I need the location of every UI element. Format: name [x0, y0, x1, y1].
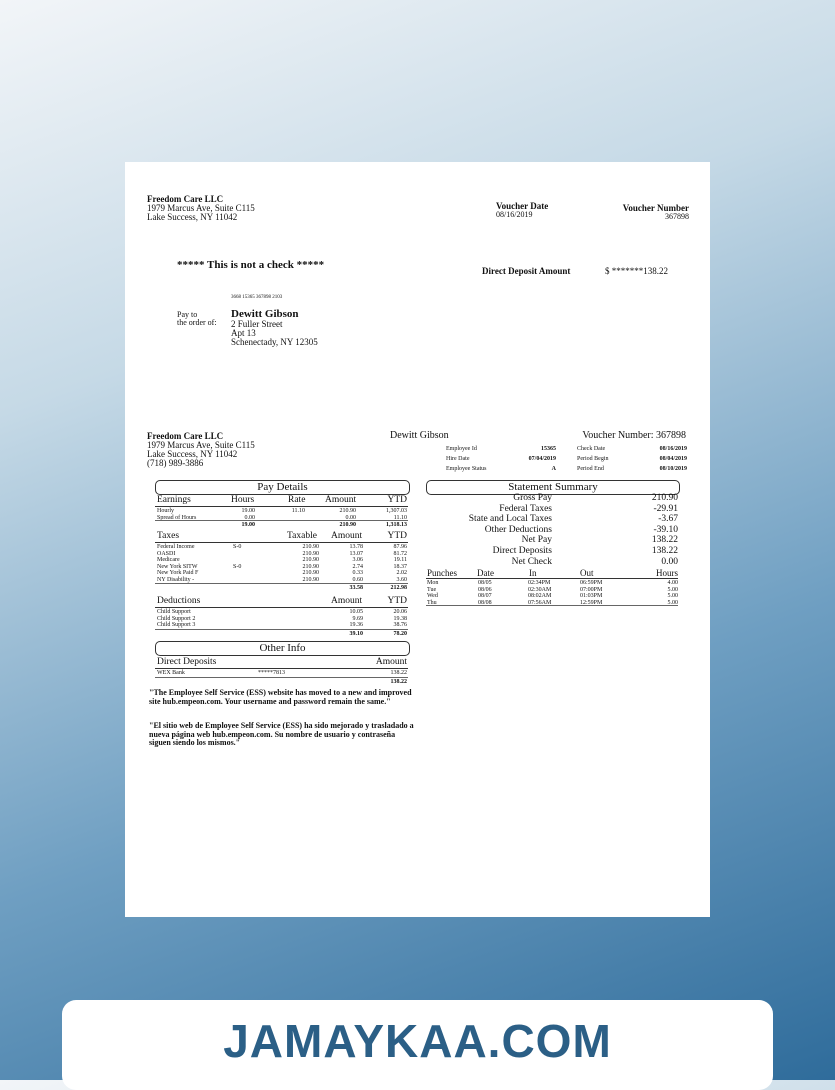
punch-hours: 4.00 5.00 5.00 5.00 — [667, 580, 678, 606]
punch-dates: 08/05 08/06 08/07 08/08 — [478, 580, 492, 606]
taxes-total-ytd: 212.98 — [390, 585, 407, 591]
deductions-header: Deductions — [157, 596, 201, 606]
info-value: 08/16/2019 — [659, 446, 687, 452]
voucher-number: 367898 — [665, 212, 689, 221]
stub-company-name: Freedom Care LLC — [147, 431, 224, 441]
pay-to-label — [177, 311, 217, 327]
info-value: A — [551, 466, 556, 472]
amount-header: Amount — [325, 495, 357, 505]
deductions-ytd: 20.06 19.38 38.76 — [393, 609, 407, 628]
earnings-total-ytd: 1,318.13 — [386, 522, 407, 528]
deductions-names: Child Support Child Support 2 Child Support 3 — [157, 609, 196, 628]
stub-company-address2: Lake Success, NY 11042 — [147, 449, 238, 459]
stub-company-block — [147, 432, 255, 468]
voucher-date-label: Voucher Date — [496, 201, 549, 211]
stub-company-phone: (718) 989-3886 — [147, 458, 204, 468]
divider — [155, 520, 408, 521]
info-label: Hire Date — [446, 456, 470, 462]
taxes-ytd: 87.96 81.72 19.11 18.37 2.02 3.60 — [393, 544, 407, 583]
earnings-total-hours: 19.00 — [241, 522, 255, 528]
deductions-total-ytd: 78.20 — [393, 631, 407, 637]
rate-header: Rate — [288, 495, 306, 505]
earnings-amount: 210.90 0.00 — [339, 508, 356, 521]
punches-header: Punches — [427, 568, 457, 578]
punch-hours-header: Hours — [656, 568, 678, 578]
direct-deposit-label: Direct Deposit Amount — [482, 266, 571, 276]
info-row — [577, 464, 687, 474]
taxable-header: Taxable — [287, 531, 317, 541]
stub-company-address1: 1979 Marcus Ave, Suite C115 — [147, 440, 255, 450]
punch-days: Mon Tue Wed Thu — [427, 580, 439, 606]
summary-values: 210.90 -29.91 -3.67 -39.10 138.22 138.22 0.00 — [651, 493, 678, 567]
info-row — [446, 444, 556, 454]
punch-in-header: In — [529, 568, 537, 578]
divider — [155, 583, 408, 584]
info-label: Check Date — [577, 446, 606, 452]
banner-text: JAMAYKAA.COM — [223, 1015, 612, 1067]
divider — [155, 629, 408, 630]
deductions-amount-header: Amount — [331, 596, 363, 606]
watermark-banner — [62, 1000, 773, 1090]
ytd-header: YTD — [387, 495, 407, 505]
voucher-date-block — [496, 202, 548, 219]
direct-deposits-header: Direct Deposits — [157, 657, 217, 667]
taxes-header: Taxes — [157, 531, 180, 541]
taxes-amount: 13.78 13.07 3.06 2.74 0.33 0.60 — [349, 544, 363, 583]
employee-info-left — [446, 444, 556, 474]
deductions-ytd-header: YTD — [387, 596, 407, 606]
payee-name: Dewitt Gibson — [231, 308, 299, 320]
employee-info-right — [577, 444, 687, 474]
divider — [426, 578, 678, 579]
voucher-number-block — [605, 204, 689, 221]
info-row — [446, 464, 556, 474]
bank-account: *****7813 — [258, 670, 285, 676]
divider — [155, 668, 408, 669]
punch-out-header: Out — [580, 568, 594, 578]
payee-address1: 2 Fuller Street — [231, 319, 283, 329]
info-label: Period Begin — [577, 456, 609, 462]
earnings-names: Hourly Spread of Hours — [157, 508, 197, 521]
company-name: Freedom Care LLC — [147, 194, 224, 204]
ess-note-english: "The Employee Self Service (ESS) website has moved to a new and improved site hub.empeon.com. Your username and password remain the same." — [149, 688, 412, 706]
info-label: Employee Status — [446, 466, 487, 472]
divider — [155, 677, 408, 678]
taxes-status: S-0 S-0 — [233, 544, 242, 570]
info-label: Employee Id — [446, 446, 477, 452]
divider — [155, 607, 408, 608]
punch-date-header: Date — [477, 568, 494, 578]
company-address2: Lake Success, NY 11042 — [147, 212, 238, 222]
deposit-amount: 138.22 — [390, 670, 407, 676]
info-row — [577, 454, 687, 464]
taxes-amount-header: Amount — [331, 531, 363, 541]
payee-block — [231, 308, 318, 347]
voucher-date: 08/16/2019 — [496, 210, 533, 219]
stub-voucher-number: Voucher Number: 367898 — [582, 430, 686, 441]
summary-labels: Gross Pay Federal Taxes State and Local Taxes Other Deductions Net Pay Direct Deposits Net Check — [468, 493, 552, 567]
divider — [426, 605, 678, 606]
info-label: Period End — [577, 466, 604, 472]
info-value: 15365 — [541, 446, 556, 452]
deductions-total-amount: 39.10 — [349, 631, 363, 637]
other-info-title: Other Info — [155, 641, 410, 656]
deposit-total: 138.22 — [390, 679, 407, 685]
taxes-total-amount: 33.58 — [349, 585, 363, 591]
bank-name: WEX Bank — [157, 670, 185, 676]
divider — [155, 506, 408, 507]
info-value: 08/10/2019 — [659, 466, 687, 472]
pay-to-label-line1: Pay to — [177, 310, 198, 319]
info-row — [446, 454, 556, 464]
not-a-check-notice: ***** This is not a check ***** — [177, 259, 325, 271]
stub-employee-name: Dewitt Gibson — [390, 430, 449, 441]
earnings-total-amount: 210.90 — [339, 522, 356, 528]
micr-line: 3668 15365 367898 2103 — [231, 295, 283, 300]
voucher-number-label: Voucher Number — [622, 203, 689, 213]
company-block — [147, 195, 255, 222]
direct-deposit-amount: $ *******138.22 — [605, 266, 668, 276]
taxes-names: Federal Income OASDI Medicare New York SITW New York Paid F NY Disability - — [157, 544, 199, 583]
punch-in-times: 02:34PM 02:30AM 08:02AM 07:56AM — [528, 580, 552, 606]
ess-note-spanish: "El sitio web de Employee Self Service (ESS) ha sido mejorado y trasladado a nueva página web hub.empeon.com. Su nombre de usuario y contraseña siguen siendo los mismos." — [149, 721, 414, 747]
info-row — [577, 444, 687, 454]
pay-to-label-line2: the order of: — [177, 318, 217, 327]
earnings-rate: 11.10 — [291, 508, 305, 514]
pay-stub-document — [125, 162, 710, 917]
divider — [155, 542, 408, 543]
statement-summary-title: Statement Summary — [426, 480, 680, 495]
taxes-taxable: 210.90 210.90 210.90 210.90 210.90 210.90 — [302, 544, 319, 583]
info-value: 08/04/2019 — [659, 456, 687, 462]
other-amount-header: Amount — [375, 657, 407, 667]
pay-details-title: Pay Details — [155, 480, 410, 495]
earnings-header: Earnings — [157, 495, 191, 505]
payee-address2: Apt 13 — [231, 328, 256, 338]
earnings-hours: 19.00 0.00 — [241, 508, 255, 521]
company-address1: 1979 Marcus Ave, Suite C115 — [147, 203, 255, 213]
punch-out-times: 06:59PM 07:00PM 01:03PM 12:59PM — [580, 580, 603, 606]
earnings-ytd: 1,307.03 11.10 — [386, 508, 407, 521]
payee-address3: Schenectady, NY 12305 — [231, 337, 318, 347]
hours-header: Hours — [231, 495, 255, 505]
taxes-ytd-header: YTD — [387, 531, 407, 541]
info-value: 07/04/2019 — [528, 456, 556, 462]
deductions-amount: 10.05 9.69 19.36 — [349, 609, 363, 628]
